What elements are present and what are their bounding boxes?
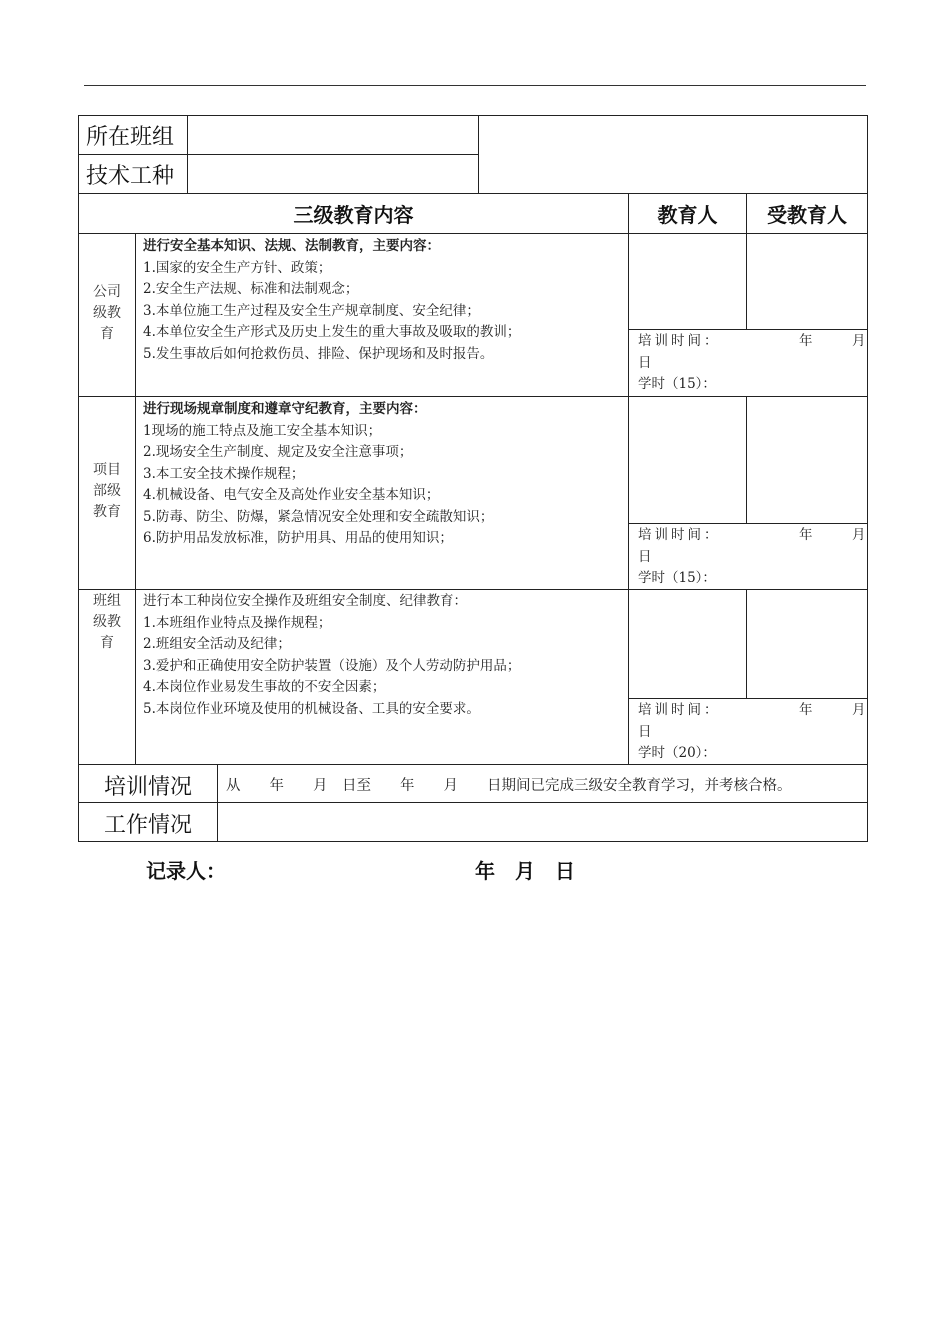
project-educator-sign-field[interactable] [628,396,747,524]
record-date: 年 月 日 [475,859,575,883]
list-item: 4.本岗位作业易发生事故的不安全因素； [143,679,386,695]
year-label: 年 [799,527,813,543]
list-item: 6.防护用品发放标准，防护用具、用品的使用知识； [143,530,453,546]
team-value-field[interactable] [187,115,479,155]
list-item: 1.国家的安全生产方针、政策； [143,259,332,276]
hours-label: 学时（15）： [638,570,716,586]
trade-value-field[interactable] [187,154,479,194]
company-level-label-cell [78,233,136,397]
educatee-header: 受教育人 [746,193,868,234]
work-label-cell [78,802,218,842]
trade-label-cell [78,154,188,194]
team-level-title: 进行本工种岗位安全操作及班组安全制度、纪律教育： [143,593,467,609]
year-label: 年 [799,702,813,718]
list-item: 5.发生事故后如何抢救伤员、排险、保护现场和及时报告。 [143,345,494,362]
day-label: 日 [638,723,652,740]
team-level-content [135,589,629,765]
day-label: 日 [638,548,652,565]
list-item: 5.本岗位作业环境及使用的机械设备、工具的安全要求。 [143,700,480,717]
photo-box [478,115,868,194]
team-label: 所在班组 [86,125,175,150]
company-educator-sign-field[interactable] [628,233,747,330]
company-training-time-field[interactable] [628,329,868,397]
list-item: 3.本工安全技术操作规程； [143,465,305,482]
list-item: 4.本单位安全生产形式及历史上发生的重大事故及吸取的教训； [143,324,521,340]
training-label-cell [78,764,218,803]
list-item: 1现场的施工特点及施工安全基本知识； [143,422,382,439]
month-label: 月 [852,702,866,718]
list-item: 5.防毒、防尘、防爆，紧急情况安全处理和安全疏散知识； [143,508,494,525]
list-item: 3.本单位施工生产过程及安全生产规章制度、安全纪律； [143,302,480,319]
list-item: 1.本班组作业特点及操作规程； [143,614,332,631]
day-label: 日 [638,354,652,371]
year-label: 年 [799,333,813,349]
team-educatee-sign-field[interactable] [746,589,868,699]
project-training-time-field[interactable] [628,523,868,590]
company-educatee-sign-field[interactable] [746,233,868,330]
team-label-cell [78,115,188,155]
project-educatee-sign-field[interactable] [746,396,868,524]
list-item: 2.安全生产法规、标准和法制观念； [143,281,359,297]
team-training-time-field[interactable] [628,698,868,765]
header-rule [84,85,866,86]
list-item: 2.现场安全生产制度、规定及安全注意事项； [143,444,413,460]
training-time-label: 培训时间： [638,333,721,349]
content-header: 三级教育内容 [78,193,629,234]
company-level-label: 公司 级教 育 [93,284,121,342]
project-level-label: 项目 部级 教育 [93,462,121,520]
project-level-label-cell [78,396,136,590]
team-level-label-cell [78,589,136,765]
training-statement-field[interactable] [217,764,868,803]
training-time-label: 培训时间： [638,527,721,543]
month-label: 月 [852,527,866,543]
list-item: 4.机械设备、电气安全及高处作业安全基本知识； [143,487,440,503]
list-item: 2.班组安全活动及纪律； [143,636,291,652]
list-item: 3.爱护和正确使用安全防护装置（设施）及个人劳动防护用品； [143,657,521,674]
hours-label: 学时（20）： [638,745,716,761]
hours-label: 学时（15）： [638,376,716,392]
trade-label: 技术工种 [86,164,175,189]
recorder-label: 记录人： [146,859,226,883]
educator-header: 教育人 [628,193,747,234]
project-level-title: 进行现场规章制度和遵章守纪教育，主要内容： [143,401,427,417]
company-level-title: 进行安全基本知识、法规、法制教育，主要内容： [143,238,440,254]
project-level-content [135,396,629,590]
training-time-label: 培训时间： [638,702,721,718]
work-value-field[interactable] [217,802,868,842]
training-statement: 从 年 月 日至 年 月 日期间已完成三级安全教育学习，并考核合格。 [226,778,792,794]
training-label: 培训情况 [103,775,192,800]
team-educator-sign-field[interactable] [628,589,747,699]
month-label: 月 [852,333,866,349]
work-label: 工作情况 [103,813,192,838]
team-level-label: 班组 级教 育 [93,593,121,651]
company-level-content [135,233,629,397]
